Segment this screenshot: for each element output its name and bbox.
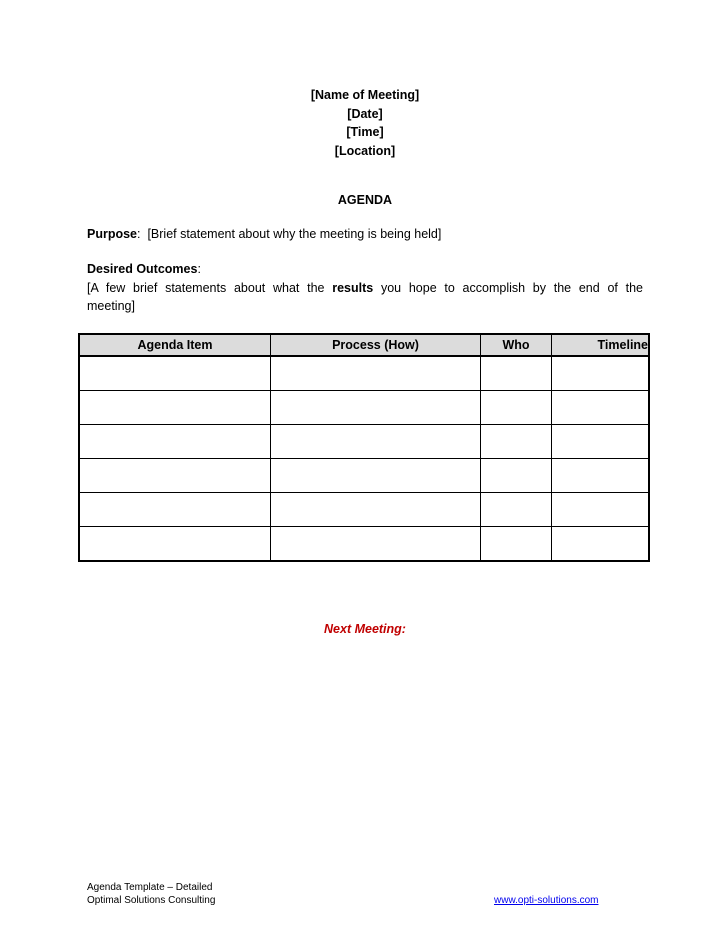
agenda-item-cell[interactable] <box>79 356 271 391</box>
header-process: Process (How) <box>271 334 481 356</box>
table-row <box>79 527 649 562</box>
table-row <box>79 356 649 391</box>
outcomes-text-after: you hope to accomplish by the end of the meeting] <box>87 281 643 313</box>
agenda-table <box>78 333 650 562</box>
agenda-item-cell[interactable] <box>79 391 271 425</box>
purpose-section: Purpose: [Brief statement about why the meeting is being held] <box>87 227 442 241</box>
table-row <box>79 391 649 425</box>
footer-company: Optimal Solutions Consulting <box>87 895 216 906</box>
table-row <box>79 425 649 459</box>
table-row <box>79 459 649 493</box>
footer <box>87 881 215 907</box>
header-who: Who <box>481 334 552 356</box>
timeline-cell[interactable] <box>552 391 650 425</box>
meeting-date: [Date] <box>347 106 383 121</box>
timeline-cell[interactable] <box>552 493 650 527</box>
who-cell[interactable] <box>481 356 552 391</box>
agenda-item-cell[interactable] <box>79 493 271 527</box>
purpose-label: Purpose <box>87 227 138 241</box>
process-cell[interactable] <box>271 356 481 391</box>
desired-outcomes-label: Desired Outcomes <box>87 262 198 276</box>
timeline-cell[interactable] <box>552 459 650 493</box>
who-cell[interactable] <box>481 425 552 459</box>
agenda-item-cell[interactable] <box>79 459 271 493</box>
timeline-cell[interactable] <box>552 425 650 459</box>
purpose-text: [Brief statement about why the meeting is being held] <box>147 227 442 241</box>
meeting-time: [Time] <box>346 125 384 139</box>
who-cell[interactable] <box>481 527 552 562</box>
outcomes-emphasis: results <box>332 281 374 295</box>
timeline-cell[interactable] <box>552 356 650 391</box>
process-cell[interactable] <box>271 425 481 459</box>
timeline-cell[interactable] <box>552 527 650 562</box>
process-cell[interactable] <box>271 527 481 562</box>
who-cell[interactable] <box>481 493 552 527</box>
meeting-header <box>250 86 480 160</box>
header-agenda-item: Agenda Item <box>79 334 271 356</box>
desired-outcomes-heading: Desired Outcomes: <box>87 262 201 276</box>
desired-outcomes-text <box>87 279 643 315</box>
process-cell[interactable] <box>271 391 481 425</box>
meeting-location: [Location] <box>334 143 396 158</box>
agenda-item-cell[interactable] <box>79 425 271 459</box>
process-cell[interactable] <box>271 459 481 493</box>
agenda-table-header-row <box>79 334 649 356</box>
agenda-title: AGENDA <box>337 193 393 207</box>
footer-template-name: Agenda Template – Detailed <box>87 882 213 893</box>
meeting-name: [Name of Meeting] <box>310 88 420 102</box>
next-meeting-label: Next Meeting: <box>324 622 406 636</box>
outcomes-text-before: [A few brief statements about what the <box>87 281 325 295</box>
footer-website-link[interactable]: www.opti-solutions.com <box>494 895 599 906</box>
table-row <box>79 493 649 527</box>
who-cell[interactable] <box>481 459 552 493</box>
header-timeline: Timeline <box>552 334 650 356</box>
who-cell[interactable] <box>481 391 552 425</box>
agenda-item-cell[interactable] <box>79 527 271 562</box>
process-cell[interactable] <box>271 493 481 527</box>
